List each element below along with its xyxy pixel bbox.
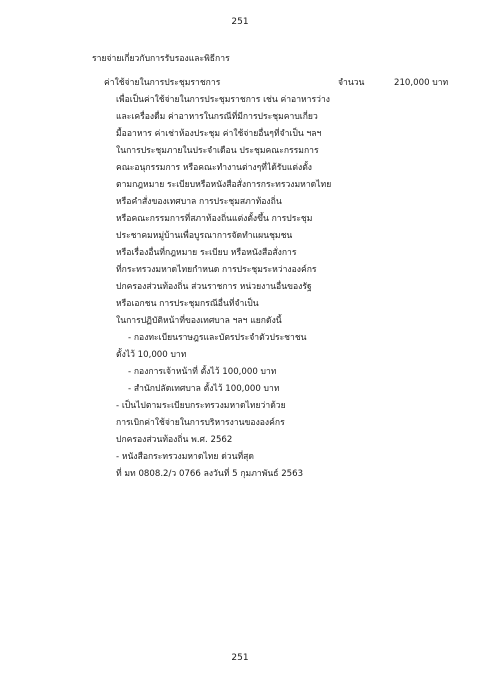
- body-line: หรือเรื่องอื่นที่กฎหมาย ระเบียบ หรือหนังสือสั่งการ: [116, 248, 297, 258]
- reference-line: ปกครองส่วนท้องถิ่น พ.ศ. 2562: [116, 435, 233, 445]
- body-line: ในการประชุมภายในประจำเดือน ประชุมคณะกรรมการ: [116, 146, 319, 156]
- body-line: ที่กระทรวงมหาดไทยกำหนด การประชุมระหว่างองค์กร: [116, 265, 317, 275]
- section-title: รายจ่ายเกี่ยวกับการรับรองและพิธีการ: [92, 54, 230, 64]
- page-number-bottom: 251: [231, 653, 249, 663]
- breakdown-line: ตั้งไว้ 10,000 บาท: [116, 350, 187, 360]
- body-line: และเครื่องดื่ม ค่าอาหารในกรณีที่มีการประชุมคาบเกี่ยว: [116, 112, 318, 122]
- breakdown-line: - สำนักปลัดเทศบาล ตั้งไว้ 100,000 บาท: [128, 384, 280, 394]
- breakdown-line: - กองการเจ้าหน้าที่ ตั้งไว้ 100,000 บาท: [128, 367, 277, 377]
- reference-line: - หนังสือกระทรวงมหาดไทย ด่วนที่สุด: [116, 452, 254, 462]
- body-line: ในการปฏิบัติหน้าที่ของเทศบาล ฯลฯ แยกดังนี้: [116, 316, 282, 326]
- budget-item-row: [0, 75, 480, 87]
- body-line: เพื่อเป็นค่าใช้จ่ายในการประชุมราชการ เช่น ค่าอาหารว่าง: [116, 95, 330, 105]
- body-line: มื้ออาหาร ค่าเช่าห้องประชุม ค่าใช้จ่ายอื่นๆที่จำเป็น ฯลฯ: [116, 129, 322, 139]
- budget-item-quantity-label: จำนวน: [338, 78, 365, 88]
- body-line: หรือคำสั่งของเทศบาล การประชุมสภาท้องถิ่น: [116, 197, 282, 207]
- reference-line: ที่ มท 0808.2/ว 0766 ลงวันที่ 5 กุมภาพันธ์ 2563: [116, 469, 304, 479]
- reference-line: - เป็นไปตามระเบียบกระทรวงมหาดไทยว่าด้วย: [116, 401, 286, 411]
- reference-line: การเบิกค่าใช้จ่ายในการบริหารงานขององค์กร: [116, 418, 285, 428]
- body-line: คณะอนุกรรมการ หรือคณะทำงานต่างๆที่ได้รับแต่งตั้ง: [116, 163, 312, 173]
- body-line: ตามกฎหมาย ระเบียบหรือหนังสือสั่งการกระทรวงมหาดไทย: [116, 180, 332, 190]
- body-line: ประชาคมหมู่บ้านเพื่อบูรณาการจัดทำแผนชุมชน: [116, 231, 293, 241]
- body-line: หรือคณะกรรมการที่สภาท้องถิ่นแต่งตั้งขึ้น การประชุม: [116, 214, 313, 224]
- page-number-top: 251: [231, 17, 249, 27]
- breakdown-line: - กองทะเบียนราษฎรและบัตรประจำตัวประชาชน: [128, 333, 307, 343]
- body-line: ปกครองส่วนท้องถิ่น ส่วนราชการ หน่วยงานอื่นของรัฐ: [116, 282, 312, 292]
- budget-item-name: ค่าใช้จ่ายในการประชุมราชการ: [104, 78, 221, 88]
- budget-item-amount: 210,000 บาท: [394, 78, 449, 88]
- body-line: หรือเอกชน การประชุมกรณีอื่นที่จำเป็น: [116, 299, 259, 309]
